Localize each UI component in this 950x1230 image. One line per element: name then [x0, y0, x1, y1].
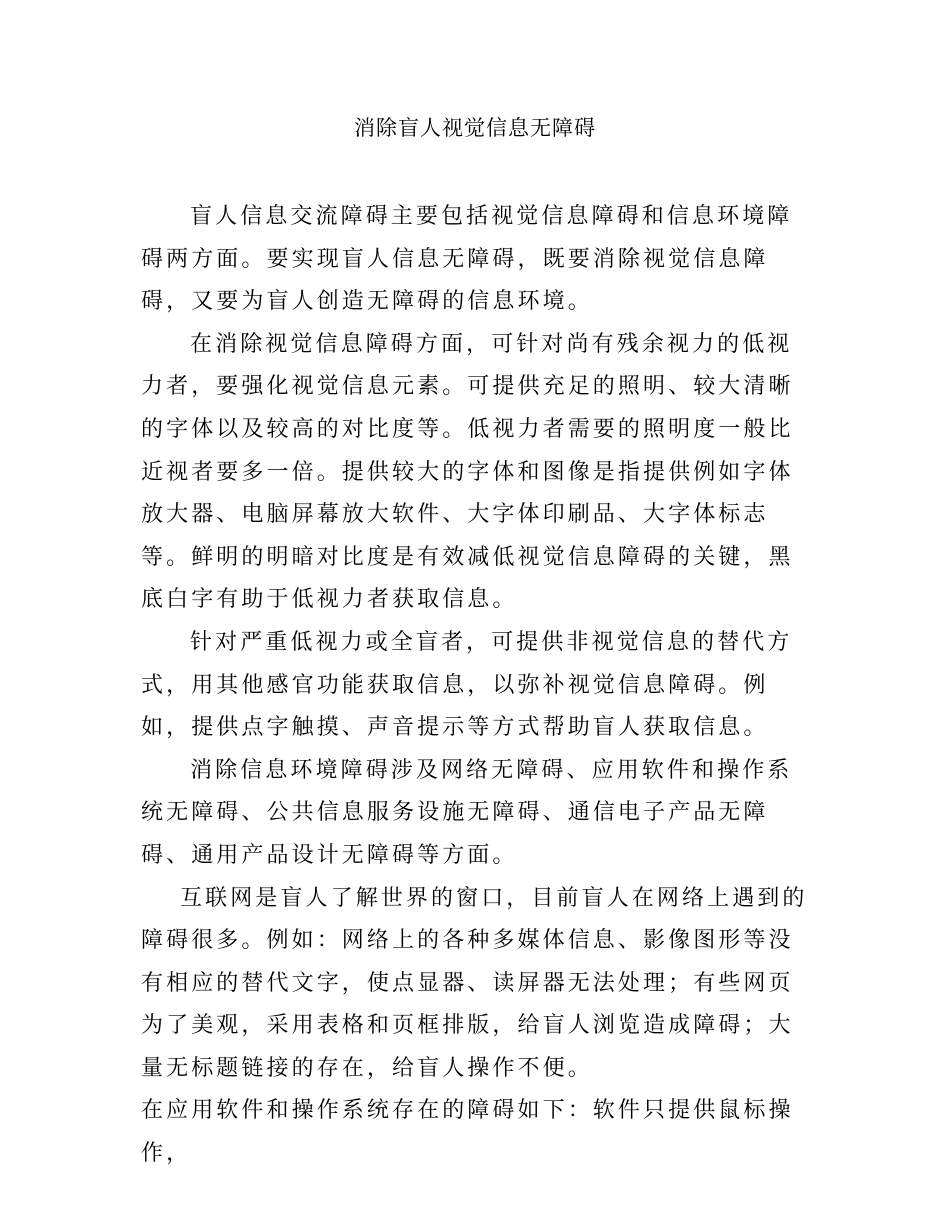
paragraph-4: 消除信息环境障碍涉及网络无障碍、应用软件和操作系统无障碍、公共信息服务设施无障碍、通信电子产品无障碍、通用产品设计无障碍等方面。: [141, 757, 793, 868]
paragraph-3: 针对严重低视力或全盲者，可提供非视觉信息的替代方式，用其他感官功能获取信息，以弥补视觉信息障碍。例如，提供点字触摸、声音提示等方式帮助盲人获取信息。: [141, 629, 793, 741]
paragraph-2: 在消除视觉信息障碍方面，可针对尚有残余视力的低视力者，要强化视觉信息元素。可提供充足的照明、较大清晰的字体以及较高的对比度等。低视力者需要的照明度一般比近视者要多一倍。提供较大的字体和图像是指提供例如字体放大器、电脑屏幕放大软件、大字体印刷品、大字体标志等。鲜明的明暗对比度是有效减低视觉信息障碍的关键，黑底白字有助于低视力者获取信息。: [141, 331, 794, 613]
paragraph-6: 在应用软件和操作系统存在的障碍如下：软件只提供鼠标操作，: [141, 1098, 794, 1167]
paragraph-5: 互联网是盲人了解世界的窗口，目前盲人在网络上遇到的障碍很多。例如：网络上的各种多媒体信息、影像图形等没有相应的替代文字，使点显器、读屏器无法处理；有些网页为了美观，采用表格和页框排版，给盲人浏览造成障碍；大量无标题链接的存在，给盲人操作不便。: [141, 885, 808, 1081]
paragraph-1: 盲人信息交流障碍主要包括视觉信息障碍和信息环境障碍两方面。要实现盲人信息无障碍，既要消除视觉信息障碍，又要为盲人创造无障碍的信息环境。: [141, 204, 793, 315]
document-body: [141, 196, 809, 1176]
document-title: 消除盲人视觉信息无障碍: [354, 116, 596, 140]
